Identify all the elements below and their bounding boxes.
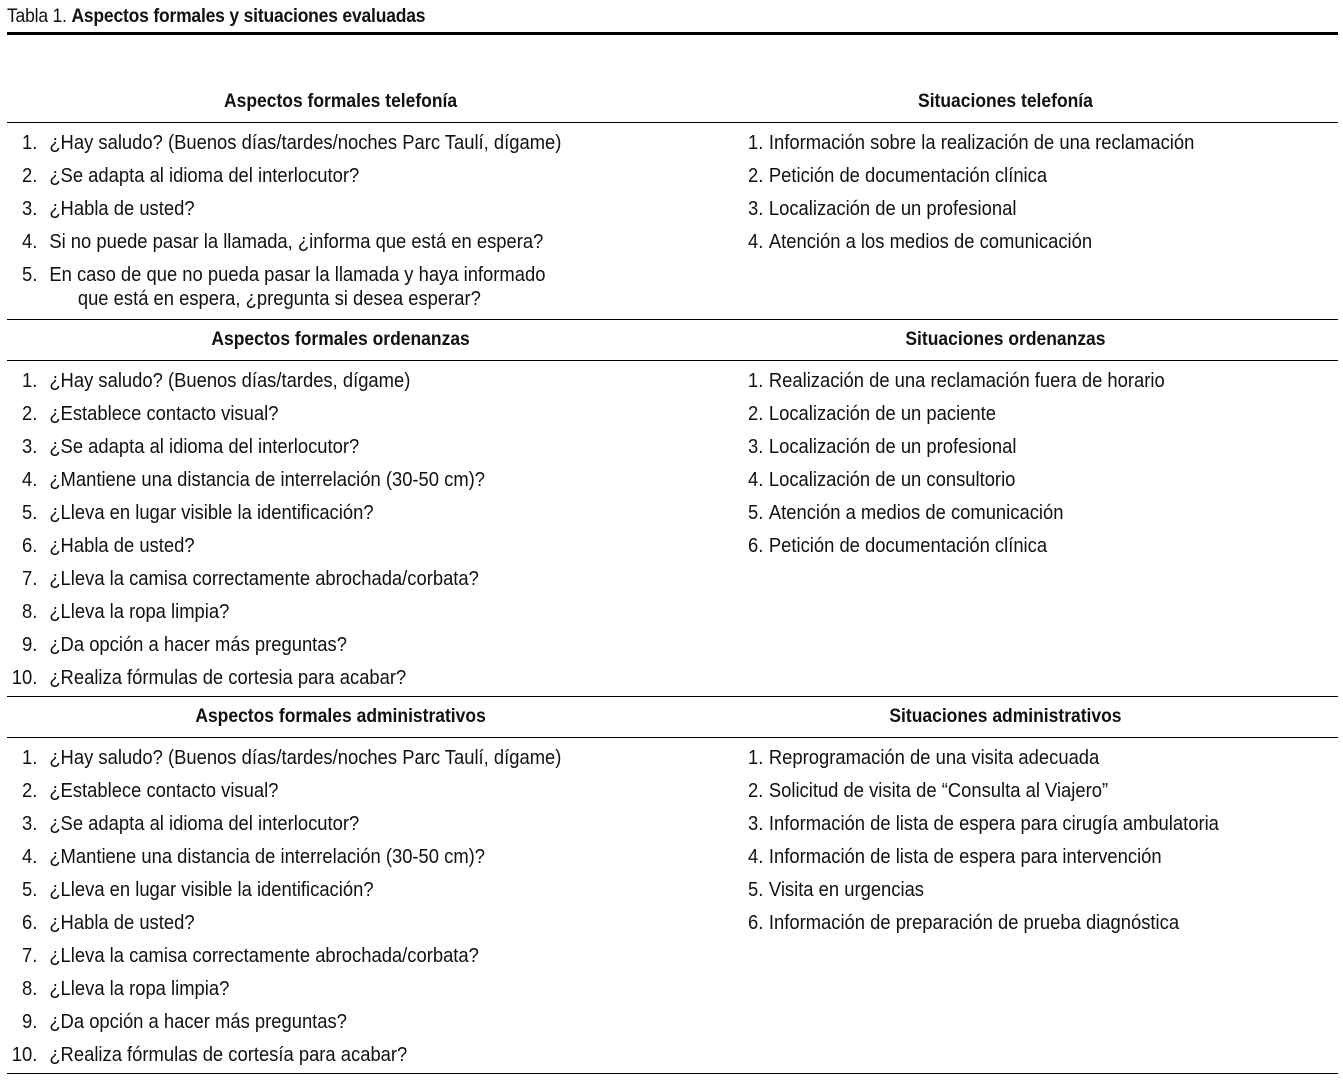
item-number: 2. xyxy=(22,780,38,802)
item-number: 3. xyxy=(748,813,764,835)
item-number: 8. xyxy=(22,978,38,1000)
list-item xyxy=(748,398,1165,431)
item-text: Localización de un profesional xyxy=(768,436,1017,458)
list-item xyxy=(748,808,1219,841)
item-text: ¿Establece contacto visual? xyxy=(49,403,279,425)
list-item xyxy=(7,596,485,629)
list-item xyxy=(7,259,561,312)
item-text: ¿Se adapta al idioma del interlocutor? xyxy=(49,165,360,187)
list-item xyxy=(748,907,1219,940)
item-number: 5. xyxy=(748,502,764,524)
item-text: ¿Lleva en lugar visible la identificación? xyxy=(49,502,374,524)
item-number: 1. xyxy=(748,132,764,154)
item-number: 2. xyxy=(748,165,764,187)
item-text: Información de lista de espera para cirugía ambulatoria xyxy=(768,813,1219,835)
list-item xyxy=(7,160,561,193)
item-number: 1. xyxy=(22,747,38,769)
item-text: Atención a medios de comunicación xyxy=(768,502,1064,524)
list-item xyxy=(7,841,561,874)
item-text: ¿Mantiene una distancia de interrelación (30-50 cm)? xyxy=(49,469,486,491)
list-item xyxy=(7,226,561,259)
list-item xyxy=(7,629,485,662)
item-text: ¿Lleva en lugar visible la identificación? xyxy=(49,879,374,901)
list-item xyxy=(748,530,1165,563)
list-item xyxy=(7,398,485,431)
item-number: 4. xyxy=(748,469,764,491)
list-item xyxy=(748,497,1165,530)
aspectos-list-administrativos xyxy=(7,742,610,1072)
list-item xyxy=(748,874,1219,907)
list-item xyxy=(7,431,485,464)
item-number: 3. xyxy=(22,813,38,835)
section-bottom-rule xyxy=(7,1073,1338,1074)
item-number: 8. xyxy=(22,601,38,623)
item-text: Información sobre la realización de una reclamación xyxy=(768,132,1195,154)
section-header-administrativos-aspectos: Aspectos formales administrativos xyxy=(195,706,486,727)
item-text: Información de lista de espera para intervención xyxy=(768,846,1162,868)
item-number: 7. xyxy=(22,568,38,590)
item-text: ¿Habla de usted? xyxy=(49,535,195,557)
list-item xyxy=(748,742,1219,775)
list-item xyxy=(748,775,1219,808)
item-text: ¿Hay saludo? (Buenos días/tardes, dígame) xyxy=(49,370,411,392)
item-text: ¿Se adapta al idioma del interlocutor? xyxy=(49,436,360,458)
item-text: ¿Habla de usted? xyxy=(49,912,195,934)
item-number: 6. xyxy=(748,535,764,557)
header-rule xyxy=(7,360,1338,361)
item-text: ¿Realiza fórmulas de cortesia para acabar? xyxy=(49,667,407,689)
section-bottom-rule xyxy=(7,319,1338,320)
list-item xyxy=(7,1039,561,1072)
item-text: ¿Da opción a hacer más preguntas? xyxy=(49,1011,347,1033)
list-item xyxy=(7,775,561,808)
item-number: 3. xyxy=(748,436,764,458)
situaciones-list-ordenanzas xyxy=(748,365,1201,563)
item-number: 2. xyxy=(748,403,764,425)
item-number: 7. xyxy=(22,945,38,967)
top-rule xyxy=(7,32,1338,35)
item-text: Visita en urgencias xyxy=(768,879,925,901)
item-text-continuation: que está en espera, ¿pregunta si desea esperar? xyxy=(77,288,481,310)
item-number: 9. xyxy=(22,1011,38,1033)
item-text: Realización de una reclamación fuera de horario xyxy=(768,370,1165,392)
item-number: 2. xyxy=(22,403,38,425)
item-text: ¿Da opción a hacer más preguntas? xyxy=(49,634,347,656)
item-number: 1. xyxy=(748,747,764,769)
item-text: ¿Lleva la camisa correctamente abrochada/corbata? xyxy=(49,945,479,967)
item-number: 3. xyxy=(22,436,38,458)
table-caption xyxy=(7,5,425,29)
item-text: ¿Se adapta al idioma del interlocutor? xyxy=(49,813,360,835)
item-number: 2. xyxy=(748,780,764,802)
item-number: 5. xyxy=(22,502,38,524)
item-number: 6. xyxy=(748,912,764,934)
section-header-ordenanzas-aspectos: Aspectos formales ordenanzas xyxy=(211,329,470,350)
item-text: ¿Lleva la camisa correctamente abrochada/corbata? xyxy=(49,568,479,590)
item-text: ¿Hay saludo? (Buenos días/tardes/noches Parc Taulí, dígame) xyxy=(49,747,562,769)
item-text: Atención a los medios de comunicación xyxy=(768,231,1093,253)
section-header-telefonia-aspectos: Aspectos formales telefonía xyxy=(223,91,458,112)
list-item xyxy=(748,193,1194,226)
item-number: 10. xyxy=(11,1044,38,1066)
item-number: 4. xyxy=(22,231,38,253)
list-item xyxy=(7,127,561,160)
item-text: ¿Realiza fórmulas de cortesía para acabar? xyxy=(49,1044,408,1066)
item-number: 4. xyxy=(748,846,764,868)
item-text: ¿Habla de usted? xyxy=(49,198,195,220)
list-item xyxy=(748,431,1165,464)
aspectos-list-telefonia xyxy=(7,127,610,312)
item-text: Reprogramación de una visita adecuada xyxy=(768,747,1100,769)
list-item xyxy=(7,1006,561,1039)
item-number: 4. xyxy=(748,231,764,253)
item-text: En caso de que no pueda pasar la llamada y haya informado xyxy=(49,264,546,286)
header-rule xyxy=(7,737,1338,738)
caption-prefix: Tabla 1. xyxy=(7,6,67,27)
item-text: ¿Hay saludo? (Buenos días/tardes/noches Parc Taulí, dígame) xyxy=(49,132,562,154)
list-item xyxy=(7,530,485,563)
item-number: 10. xyxy=(11,667,38,689)
list-item xyxy=(7,365,485,398)
item-number: 6. xyxy=(22,535,38,557)
list-item xyxy=(7,808,561,841)
section-header-telefonia-situaciones: Situaciones telefonía xyxy=(918,91,1093,112)
item-number: 5. xyxy=(22,879,38,901)
list-item xyxy=(7,563,485,596)
item-number: 3. xyxy=(22,198,38,220)
header-rule xyxy=(7,122,1338,123)
aspectos-list-ordenanzas xyxy=(7,365,527,695)
item-text: ¿Establece contacto visual? xyxy=(49,780,279,802)
list-item xyxy=(748,127,1194,160)
item-text: Petición de documentación clínica xyxy=(768,165,1048,187)
section-bottom-rule xyxy=(7,696,1338,697)
item-text: Localización de un consultorio xyxy=(768,469,1016,491)
list-item xyxy=(7,940,561,973)
section-header-ordenanzas-situaciones: Situaciones ordenanzas xyxy=(905,329,1106,350)
list-item xyxy=(7,973,561,1006)
item-number: 5. xyxy=(748,879,764,901)
item-number: 2. xyxy=(22,165,38,187)
item-number: 9. xyxy=(22,634,38,656)
item-number: 4. xyxy=(22,846,38,868)
item-number: 1. xyxy=(748,370,764,392)
item-text: Petición de documentación clínica xyxy=(768,535,1048,557)
list-item xyxy=(748,841,1219,874)
list-item xyxy=(7,497,485,530)
item-text: Si no puede pasar la llamada, ¿informa que está en espera? xyxy=(49,231,544,253)
item-number: 6. xyxy=(22,912,38,934)
list-item xyxy=(748,160,1194,193)
list-item xyxy=(7,662,485,695)
situaciones-list-administrativos xyxy=(748,742,1260,940)
list-item xyxy=(748,226,1194,259)
list-item xyxy=(748,365,1165,398)
caption-title: Aspectos formales y situaciones evaluadas xyxy=(71,6,426,27)
situaciones-list-telefonia xyxy=(748,127,1233,259)
item-text: ¿Mantiene una distancia de interrelación (30-50 cm)? xyxy=(49,846,486,868)
item-text: ¿Lleva la ropa limpia? xyxy=(49,601,230,623)
list-item xyxy=(7,874,561,907)
item-number: 3. xyxy=(748,198,764,220)
item-number: 1. xyxy=(22,132,38,154)
item-number: 4. xyxy=(22,469,38,491)
item-text: Solicitud de visita de “Consulta al Viajero” xyxy=(768,780,1109,802)
item-number: 5. xyxy=(22,264,38,286)
item-text: ¿Lleva la ropa limpia? xyxy=(49,978,230,1000)
list-item xyxy=(7,464,485,497)
item-text: Información de preparación de prueba diagnóstica xyxy=(768,912,1180,934)
list-item xyxy=(748,464,1165,497)
list-item xyxy=(7,193,561,226)
item-text: Localización de un profesional xyxy=(768,198,1017,220)
item-text: Localización de un paciente xyxy=(768,403,996,425)
list-item xyxy=(7,742,561,775)
section-header-administrativos-situaciones: Situaciones administrativos xyxy=(889,706,1122,727)
item-number: 1. xyxy=(22,370,38,392)
list-item xyxy=(7,907,561,940)
